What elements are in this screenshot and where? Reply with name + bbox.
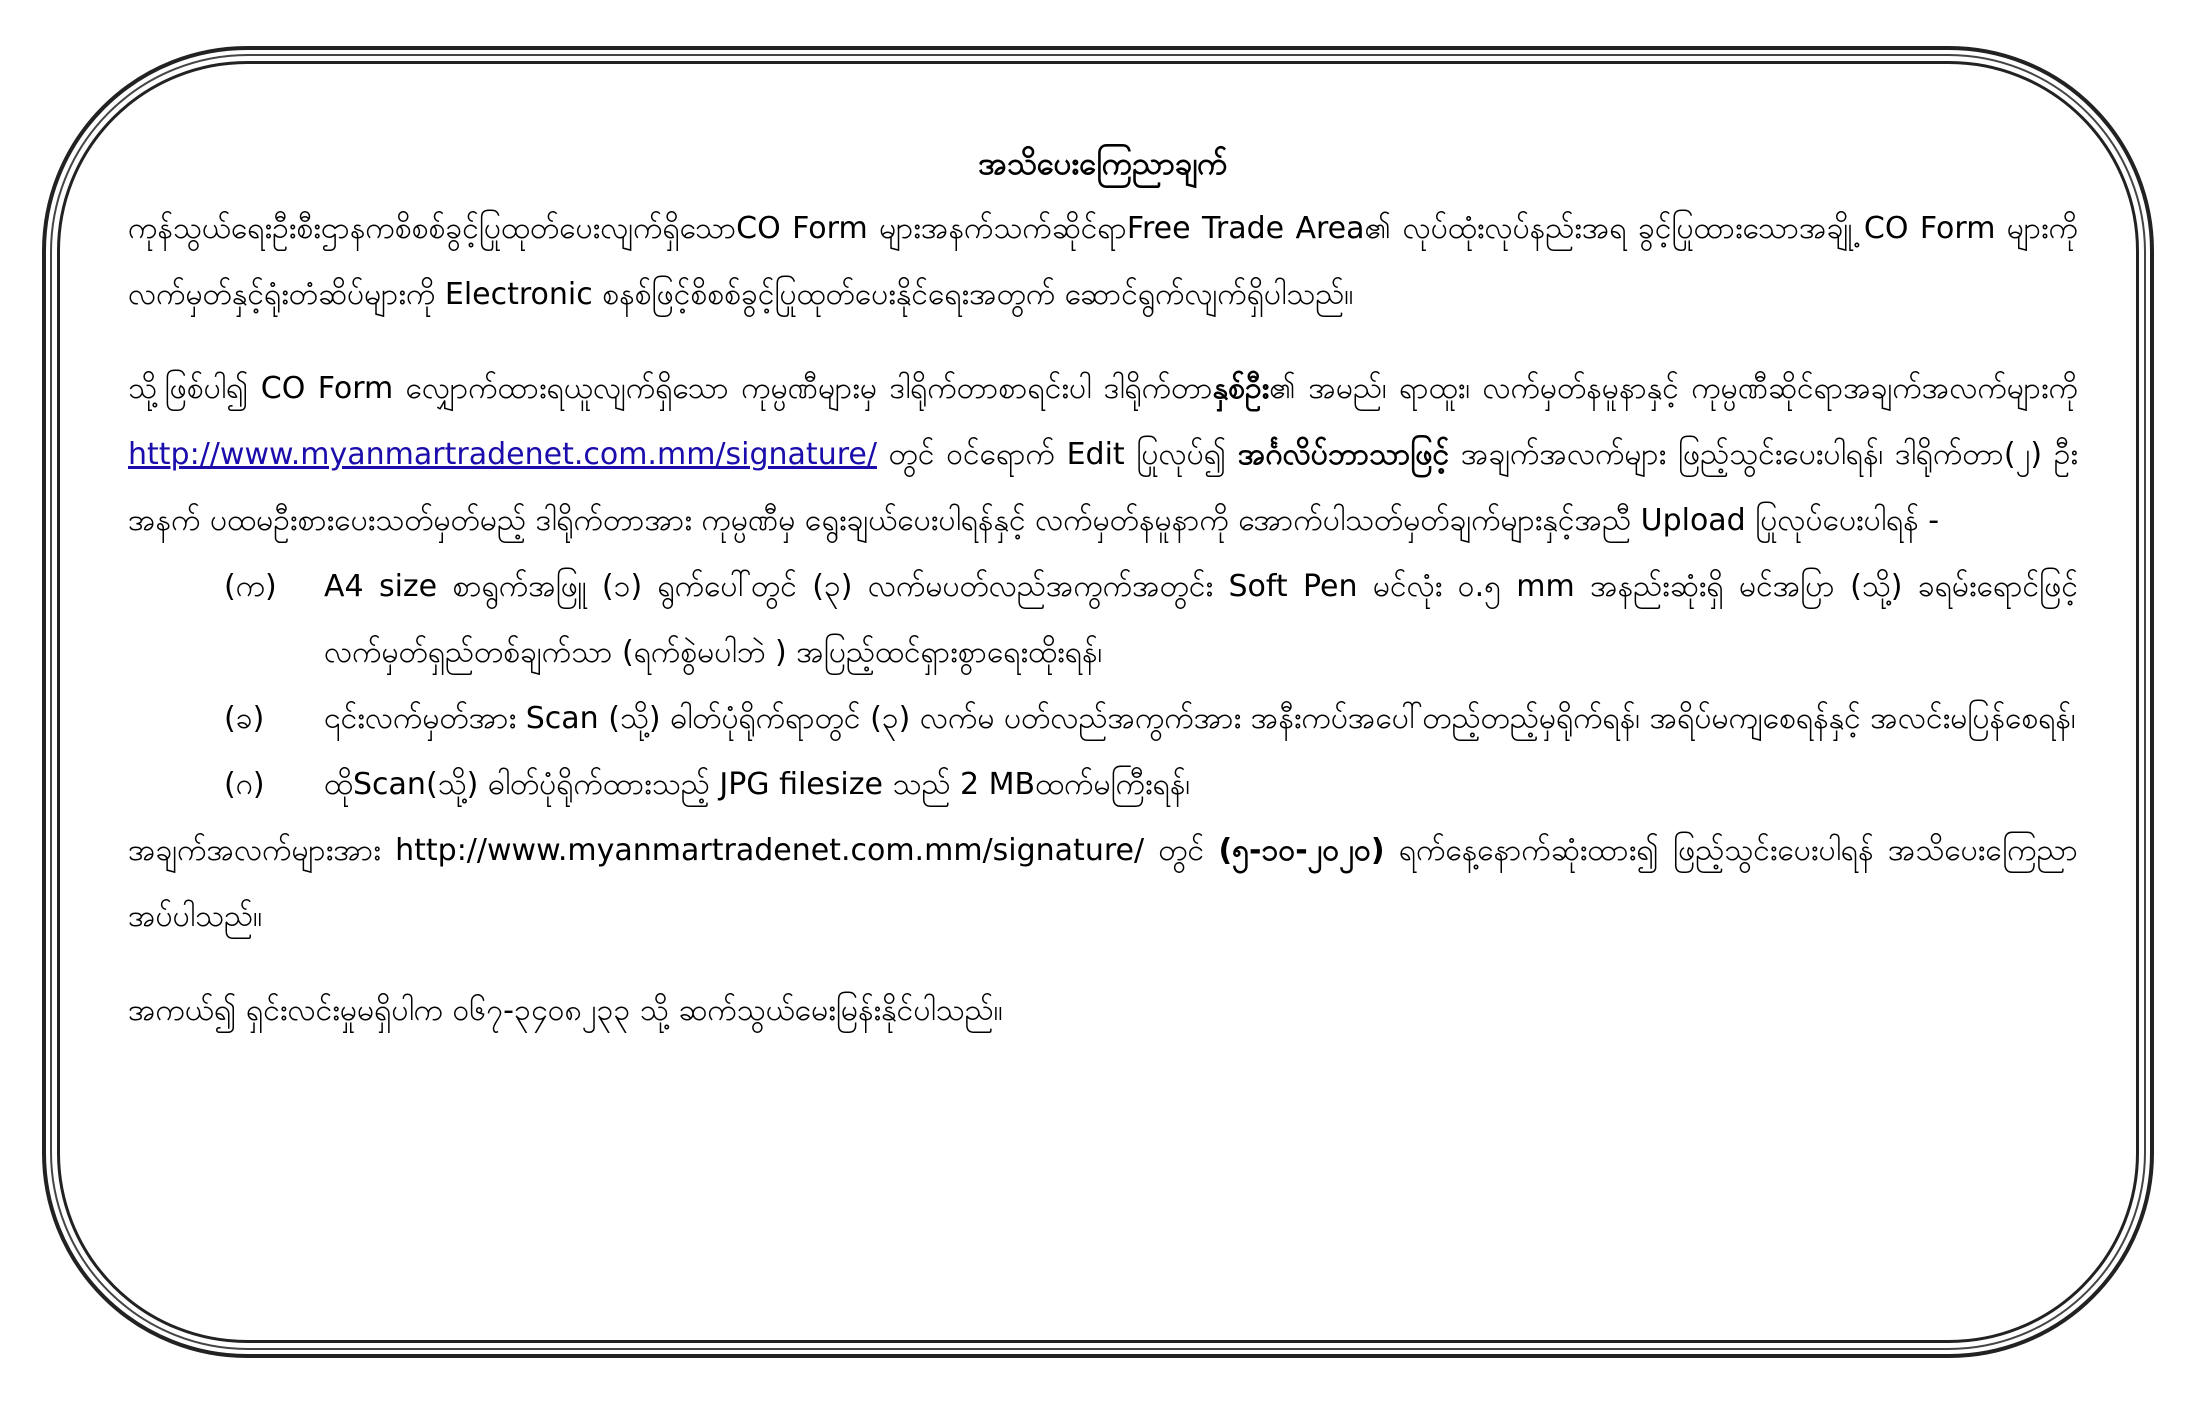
instructions-text-4: အချက်အလက်များ ဖြည့်သွင်းပေးပါရန်၊ ဒါရိုက်တာ(၂) ဦးအနက် ပထမဦးစားပေးသတ်မှတ်မည့် ဒါရိုက်တာအား ကုမ္ပဏီမှ ရွေးချယ်ပေးပါရန်နှင့် လက်မှတ်နမူနာကို အောက်ပါသတ်မှတ်ချက်များနှင့်အညီ Upload ပြုလုပ်ပေးပါရန် - xyxy=(128,437,2078,538)
list-item xyxy=(128,554,2078,686)
directors-count: နှစ်ဦး xyxy=(1212,371,1270,406)
deadline-paragraph xyxy=(128,818,2078,950)
instructions-text-2: ၏ အမည်၊ ရာထူး၊ လက်မှတ်နမူနာနှင့် ကုမ္ပဏီဆိုင်ရာအချက်အလက်များကို xyxy=(1269,371,2078,406)
list-marker: (ခ) xyxy=(224,701,265,736)
deadline-text-2: ရက်နေ့နောက်ဆုံးထား၍ ဖြည့်သွင်းပေးပါရန် အသိပေးကြေညာအပ်ပါသည်။ xyxy=(128,833,2078,934)
list-marker: (ဂ) xyxy=(224,767,265,802)
deadline-text-1: အချက်အလက်များအား http://www.myanmartradenet.com.mm/signature/ တွင် xyxy=(128,833,1219,868)
list-item xyxy=(128,686,2078,752)
paragraph-gap xyxy=(128,950,2078,978)
instructions-paragraph xyxy=(128,356,2078,554)
list-marker: (က) xyxy=(224,569,277,604)
notice-title: အသိပေးကြေညာချက် xyxy=(978,146,1228,182)
language-requirement: အင်္ဂလိပ်ဘာသာဖြင့် xyxy=(1237,437,1450,472)
instructions-text-3: တွင် ဝင်ရောက် Edit ပြုလုပ်၍ xyxy=(876,437,1238,472)
list-item xyxy=(128,752,2078,818)
paragraph-gap xyxy=(128,328,2078,356)
signature-link[interactable]: http://www.myanmartradenet.com.mm/signature/ xyxy=(128,437,877,472)
deadline-date: (၅-၁၀-၂၀၂၀) xyxy=(1218,833,1385,868)
list-item-text: ၎င်းလက်မှတ်အား Scan (သို့) ဓါတ်ပုံရိုက်ရာတွင် (၃) လက်မ ပတ်လည်အကွက်အား အနီးကပ်အပေါ်တည့်တည့်မှရိုက်ရန်၊ အရိပ်မကျစေရန်နှင့် အလင်းမပြန်စေရန်၊ xyxy=(324,701,2076,736)
instructions-text-1: သို့ဖြစ်ပါ၍ CO Form လျှောက်ထားရယူလျက်ရှိသော ကုမ္ပဏီများမှ ဒါရိုက်တာစာရင်းပါ ဒါရိုက်တာ xyxy=(128,371,1213,406)
notice-body xyxy=(128,138,2078,1044)
list-item-text: A4 size စာရွက်အဖြူ (၁) ရွက်ပေါ်တွင် (၃) လက်မပတ်လည်အကွက်အတွင်း Soft Pen မင်လုံး ၀.၅ mm အနည်းဆုံးရှိ မင်အပြာ (သို့) ခရမ်းရောင်ဖြင့် လက်မှတ်ရှည်တစ်ချက်သာ (ရက်စွဲမပါဘဲ ) အပြည့်ထင်ရှားစွာရေးထိုးရန်၊ xyxy=(324,569,2078,670)
list-item-text: ထိုScan(သို့) ဓါတ်ပုံရိုက်ထားသည့် JPG filesize သည် 2 MBထက်မကြီးရန်၊ xyxy=(324,767,1191,802)
contact-paragraph: အကယ်၍ ရှင်းလင်းမှုမရှိပါက ၀၆၇-၃၄၀၈၂၃၃ သို့ ဆက်သွယ်မေးမြန်းနိုင်ပါသည်။ xyxy=(128,993,1003,1028)
intro-paragraph: ကုန်သွယ်ရေးဦးစီးဌာနကစိစစ်ခွင့်ပြုထုတ်ပေးလျက်ရှိသောCO Form များအနက်သက်ဆိုင်ရာFree Trade Area၏ လုပ်ထုံးလုပ်နည်းအရ ခွင့်ပြုထားသောအချို့ CO Form များကိုလက်မှတ်နှင့်ရုံးတံဆိပ်များကို Electronic စနစ်ဖြင့်စိစစ်ခွင့်ပြုထုတ်ပေးနိုင်ရေးအတွက် ဆောင်ရွက်လျက်ရှိပါသည်။ xyxy=(128,211,2078,312)
